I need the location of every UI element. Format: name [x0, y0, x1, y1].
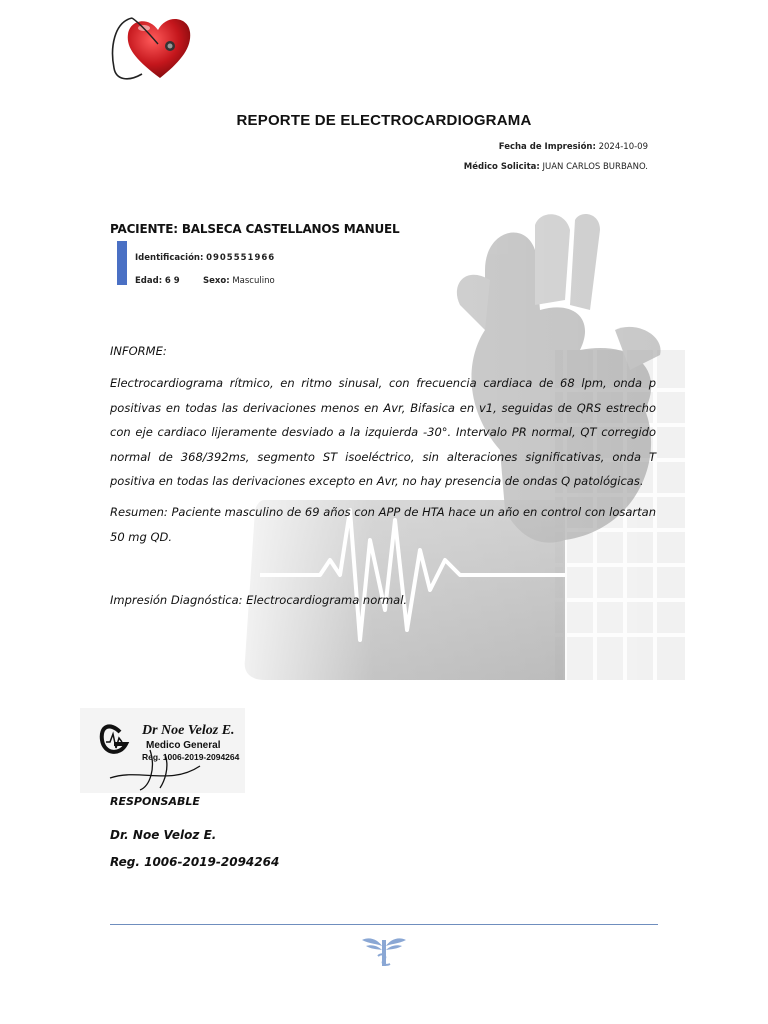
- patient-age-label: Edad:: [135, 276, 163, 286]
- impresion-diagnostica-text: Impresión Diagnóstica: Electrocardiograma normal.: [110, 593, 408, 607]
- print-date-value: 2024-10-09: [598, 142, 648, 152]
- print-date-label: Fecha de Impresión:: [498, 142, 596, 152]
- responsable-label: RESPONSABLE: [110, 795, 200, 808]
- patient-name: PACIENTE: BALSECA CASTELLANOS MANUEL: [110, 222, 400, 236]
- requesting-physician-label: Médico Solicita:: [463, 162, 540, 172]
- resumen-text: Resumen: Paciente masculino de 69 años con APP de HTA hace un año en control con losartan 50 mg QD.: [110, 505, 656, 544]
- patient-age: [135, 276, 180, 286]
- stamp-doctor-name: Dr Noe Veloz E.: [142, 723, 235, 738]
- requesting-physician: [464, 162, 648, 172]
- heart-stethoscope-logo: [108, 8, 200, 90]
- footer-divider: [110, 924, 658, 925]
- requesting-physician-value: JUAN CARLOS BURBANO.: [542, 162, 648, 172]
- patient-id-label: Identificación:: [135, 253, 204, 263]
- patient-id: [135, 253, 275, 263]
- stamp-registration: Reg. 1006-2019-2094264: [142, 752, 240, 762]
- doctor-name: Dr. Noe Veloz E.: [110, 828, 217, 842]
- caduceus-footer-icon: [360, 934, 408, 968]
- doctor-signature-stamp: [80, 708, 245, 793]
- patient-age-value: 6 9: [164, 276, 180, 286]
- stamp-title: Medico General: [146, 740, 221, 751]
- informe-text: Electrocardiograma rítmico, en ritmo sinusal, con frecuencia cardiaca de 68 lpm, onda p positivas en todas las derivaciones menos en Avr, Bifasica en v1, seguidas de QRS estrecho con eje cardiaco lijeramente desviado a la izquierda -30°. Intervalo PR normal, QT corregido normal de 368/392ms, segmento ST isoeléctrico, sin alteraciones significativas, onda T positiva en todas las derivaciones excepto en Avr, no hay presencia de ondas Q patológicas.: [110, 376, 656, 488]
- informe-heading: INFORME:: [110, 344, 167, 358]
- doctor-registration: Reg. 1006-2019-2094264: [110, 855, 280, 869]
- patient-sex: [203, 276, 275, 286]
- print-date: [499, 142, 648, 152]
- patient-sex-label: Sexo:: [203, 276, 230, 286]
- patient-id-value: 0905551966: [206, 253, 276, 263]
- patient-accent-bar: [117, 241, 127, 285]
- report-title: REPORTE DE ELECTROCARDIOGRAMA: [236, 112, 532, 129]
- patient-sex-value: Masculino: [232, 276, 275, 286]
